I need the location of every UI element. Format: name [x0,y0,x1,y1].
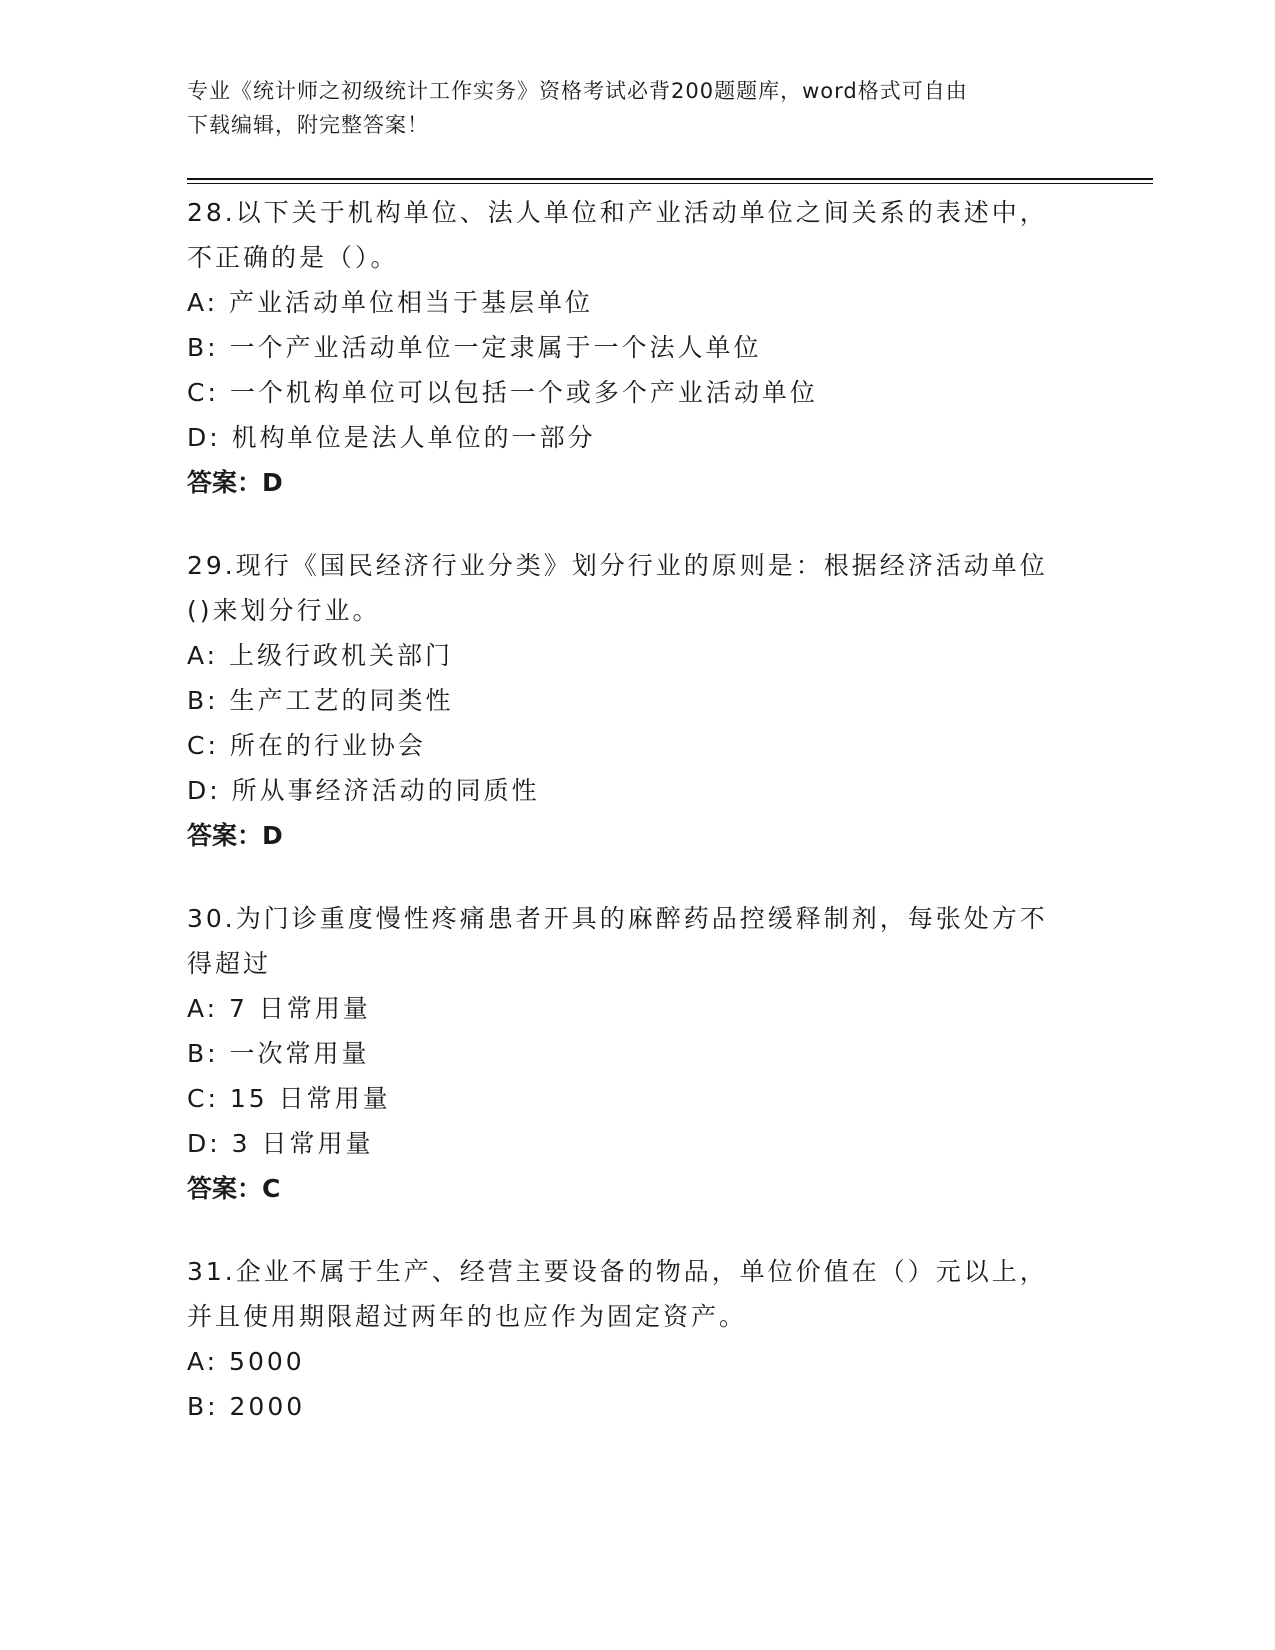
question-stem: 28.以下关于机构单位、法人单位和产业活动单位之间关系的表述中， [187,198,1048,227]
option-b: B: 生产工艺的同类性 [187,686,454,715]
question-stem: ()来划分行业。 [187,596,381,625]
header-line-1: 专业《统计师之初级统计工作实务》资格考试必背200题题库，word格式可自由 [187,79,968,103]
option-a: A: 产业活动单位相当于基层单位 [187,288,594,317]
header-divider-thin [187,183,1153,184]
question-28 [187,190,1087,505]
option-b: B: 2000 [187,1392,306,1421]
option-a: A: 上级行政机关部门 [187,641,454,670]
option-a: A: 5000 [187,1347,305,1376]
question-31 [187,1249,1087,1429]
question-list [187,190,1087,1467]
question-stem: 30.为门诊重度慢性疼痛患者开具的麻醉药品控缓释制剂，每张处方不 [187,904,1048,933]
question-stem: 并且使用期限超过两年的也应作为固定资产。 [187,1302,748,1331]
question-stem: 31.企业不属于生产、经营主要设备的物品，单位价值在（）元以上， [187,1257,1048,1286]
option-c: C: 一个机构单位可以包括一个或多个产业活动单位 [187,378,818,407]
question-29 [187,543,1087,858]
answer: 答案：D [187,468,283,497]
option-d: D: 所从事经济活动的同质性 [187,776,540,805]
question-stem: 29.现行《国民经济行业分类》划分行业的原则是：根据经济活动单位 [187,551,1048,580]
option-d: D: 机构单位是法人单位的一部分 [187,423,596,452]
answer: 答案：D [187,821,283,850]
header-line-2: 下载编辑，附完整答案！ [187,113,429,137]
option-d: D: 3 日常用量 [187,1129,374,1158]
question-stem: 不正确的是（）。 [187,243,399,272]
option-c: C: 所在的行业协会 [187,731,426,760]
question-stem: 得超过 [187,949,272,978]
header-divider-thick [187,178,1153,180]
option-c: C: 15 日常用量 [187,1084,391,1113]
option-a: A: 7 日常用量 [187,994,371,1023]
question-30 [187,896,1087,1211]
document-header [187,74,1067,142]
answer: 答案：C [187,1174,281,1203]
option-b: B: 一次常用量 [187,1039,370,1068]
option-b: B: 一个产业活动单位一定隶属于一个法人单位 [187,333,762,362]
